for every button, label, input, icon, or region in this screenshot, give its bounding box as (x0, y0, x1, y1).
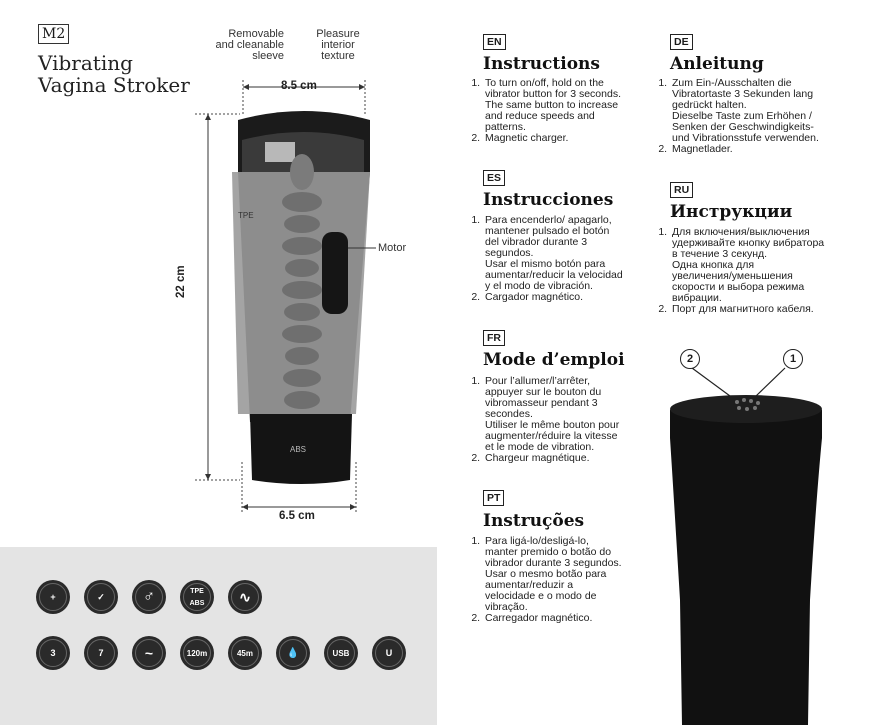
instructions-es (463, 215, 673, 303)
width-top-dimension: 8.5 cm (281, 80, 317, 92)
heading-de: Anleitung (670, 54, 764, 74)
texture-label: Pleasure interior texture (316, 28, 360, 62)
icon-row-2 (36, 636, 416, 676)
no-water-icon: 💧 (276, 636, 310, 670)
page-title: Vibrating Vagina Stroker (38, 51, 190, 97)
charging-icon: 120m (180, 636, 214, 670)
heading-pt: Instruções (483, 511, 585, 531)
callout-1: 1 (783, 349, 803, 369)
lang-badge-en: EN (483, 34, 506, 50)
vibrating-icon: 7 (84, 636, 118, 670)
instructions-ru (650, 227, 870, 315)
magnetic-icon: U (372, 636, 406, 670)
list-item: 1. To turn on/off, hold on the vibrator button for 3 seconds. The same button to increase and reduce speeds and patterns. (483, 78, 673, 133)
list-item: 2. Chargeur magnétique. (483, 453, 673, 464)
men-icon: ♂ (132, 580, 166, 614)
sleeve-label: Removable and cleanable sleeve (215, 28, 284, 62)
ergonomic-icon: ~ (132, 636, 166, 670)
heading-fr: Mode d’emploi (483, 350, 625, 370)
list-item: 1. Pour l’allumer/l’arrêter, appuyer sur le bouton du vibromasseur pendant 3 secondes. Utiliser le même bouton pour augmenter/réduire la vitesse et le mode de vibration. (483, 376, 673, 453)
body-icon: + (36, 580, 70, 614)
product-diagram (180, 62, 380, 522)
motor-label: Motor (378, 242, 407, 254)
list-item: 2. Magnetlader. (670, 144, 870, 155)
list-item: 2. Cargador magnético. (483, 292, 673, 303)
speed-icon: 3 (36, 636, 70, 670)
lang-badge-ru: RU (670, 182, 693, 198)
usb-icon: USB (324, 636, 358, 670)
vibration-icon: ∿ (228, 580, 262, 614)
material-icon: TPE ABS (180, 580, 214, 614)
list-item: 1. Zum Ein-/Ausschalten die Vibratortaste 3 Sekunden lang gedrückt halten. Dieselbe Taste zum Erhöhen / Senken der Geschwindigkeits- und Vibrationsstufe verwenden. (670, 78, 870, 144)
safe-icon: ✓ (84, 580, 118, 614)
list-item: 2. Magnetic charger. (483, 133, 673, 144)
heading-en: Instructions (483, 54, 600, 74)
list-item: 1. Para ligá-lo/desligá-lo, manter premido o botão do vibrador durante 3 segundos. Usar o mesmo botão para aumentar/reduzir a velocidade e o modo de vibração. (483, 536, 673, 613)
lang-badge-es: ES (483, 170, 505, 186)
heading-ru: Инструкции (670, 202, 793, 222)
width-bottom-dimension: 6.5 cm (279, 510, 315, 522)
lang-badge-pt: PT (483, 490, 504, 506)
list-item: 1. Для включения/выключения удерживайте кнопку вибратора в течение 3 секунд. Одна кнопка для увеличения/уменьшения скорости и выбора режима вибрации. (670, 227, 870, 304)
tpe-label: TPE (238, 211, 254, 220)
icon-row-1 (36, 580, 276, 620)
lang-badge-de: DE (670, 34, 693, 50)
model-badge: M2 (38, 24, 69, 44)
instructions-en (463, 78, 673, 144)
callout-2: 2 (680, 349, 700, 369)
running-icon: 45m (228, 636, 262, 670)
abs-label: ABS (290, 445, 307, 454)
height-dimension: 22 cm (175, 265, 187, 298)
heading-es: Instrucciones (483, 190, 614, 210)
list-item: 2. Порт для магнитного кабеля. (670, 304, 870, 315)
lang-badge-fr: FR (483, 330, 505, 346)
list-item: 1. Para encenderlo/ apagarlo, mantener pulsado el botón del vibrador durante 3 segundos. Usar el mismo botón para aumentar/reducir la velocidad y el modo de vibración. (483, 215, 673, 292)
instructions-de (650, 78, 870, 155)
list-item: 2. Carregador magnético. (483, 613, 673, 624)
device-closeup (640, 340, 850, 725)
